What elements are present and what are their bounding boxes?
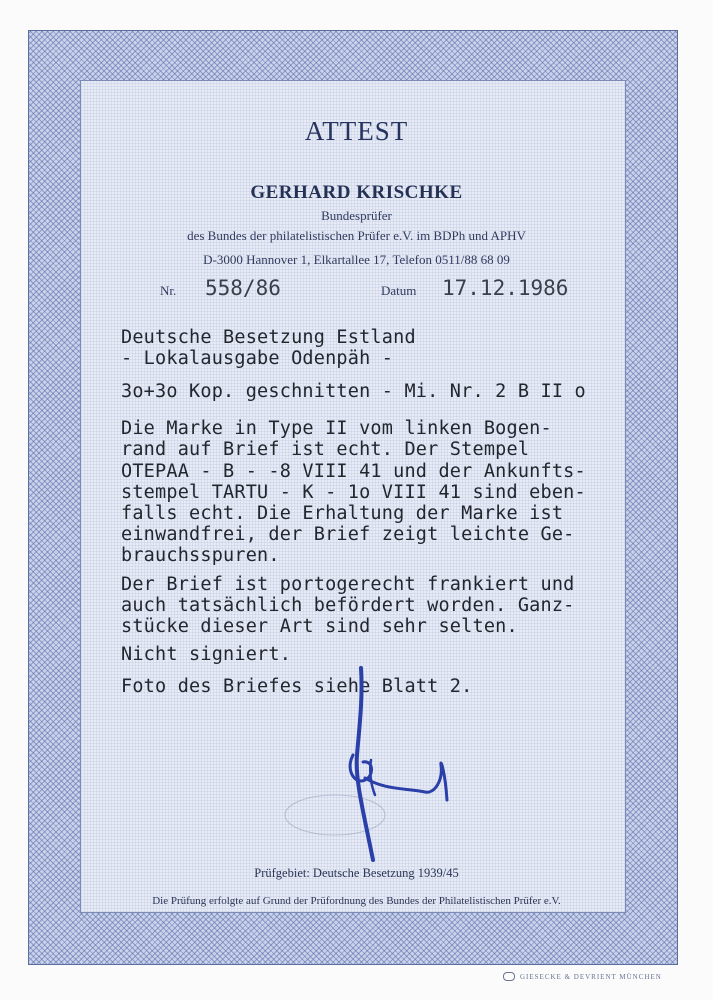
certificate-title: ATTEST [304, 116, 409, 146]
body-line: Deutsche Besetzung Estland [121, 327, 416, 348]
printer-logo-icon [503, 972, 515, 981]
examiner-name: GERHARD KRISCHKE [250, 182, 463, 203]
printer-imprint: GIESECKE & DEVRIENT MÜNCHEN [520, 973, 662, 981]
datum-label: Datum [381, 283, 417, 298]
body-line: Foto des Briefes siehe Blatt 2. [121, 676, 473, 697]
body-line: einwandfrei, der Brief zeigt leichte Ge- [121, 524, 575, 545]
body-line: falls echt. Die Erhaltung der Marke ist [121, 503, 564, 524]
body-line: stempel TARTU - K - 1o VIII 41 sind eben- [121, 482, 586, 503]
body-line: brauchsspuren. [121, 545, 280, 566]
body-line: stücke dieser Art sind sehr selten. [121, 616, 518, 637]
regulation-line: Die Prüfung erfolgte auf Grund der Prüfordnung des Bundes der Philatelistischen Prüfer e.V. [152, 895, 561, 907]
body-line: Die Marke in Type II vom linken Bogen- [121, 418, 552, 439]
body-line: - Lokalausgabe Odenpäh - [121, 348, 394, 369]
examiner-association: des Bundes der philatelistischen Prüfer e.V. im BDPh und APHV [187, 228, 526, 243]
body-line: OTEPAA - B - -8 VIII 41 und der Ankunfts- [121, 461, 586, 482]
examiner-address: D-3000 Hannover 1, Elkartallee 17, Telefon 0511/88 68 09 [203, 252, 510, 267]
pruefgebiet-line: Prüfgebiet: Deutsche Besetzung 1939/45 [254, 866, 459, 880]
body-line: Nicht signiert. [121, 644, 292, 665]
body-line: Der Brief ist portogerecht frankiert und [121, 574, 575, 595]
body-line: auch tatsächlich befördert worden. Ganz- [121, 595, 575, 616]
examiner-role: Bundesprüfer [321, 208, 392, 223]
body-line: 3o+3o Kop. geschnitten - Mi. Nr. 2 B II o [121, 381, 586, 402]
nr-value: 558/86 [205, 276, 281, 300]
handwritten-signature [335, 660, 475, 870]
datum-value: 17.12.1986 [442, 276, 569, 300]
nr-label: Nr. [160, 283, 177, 298]
body-line: rand auf Brief ist echt. Der Stempel [121, 439, 530, 460]
